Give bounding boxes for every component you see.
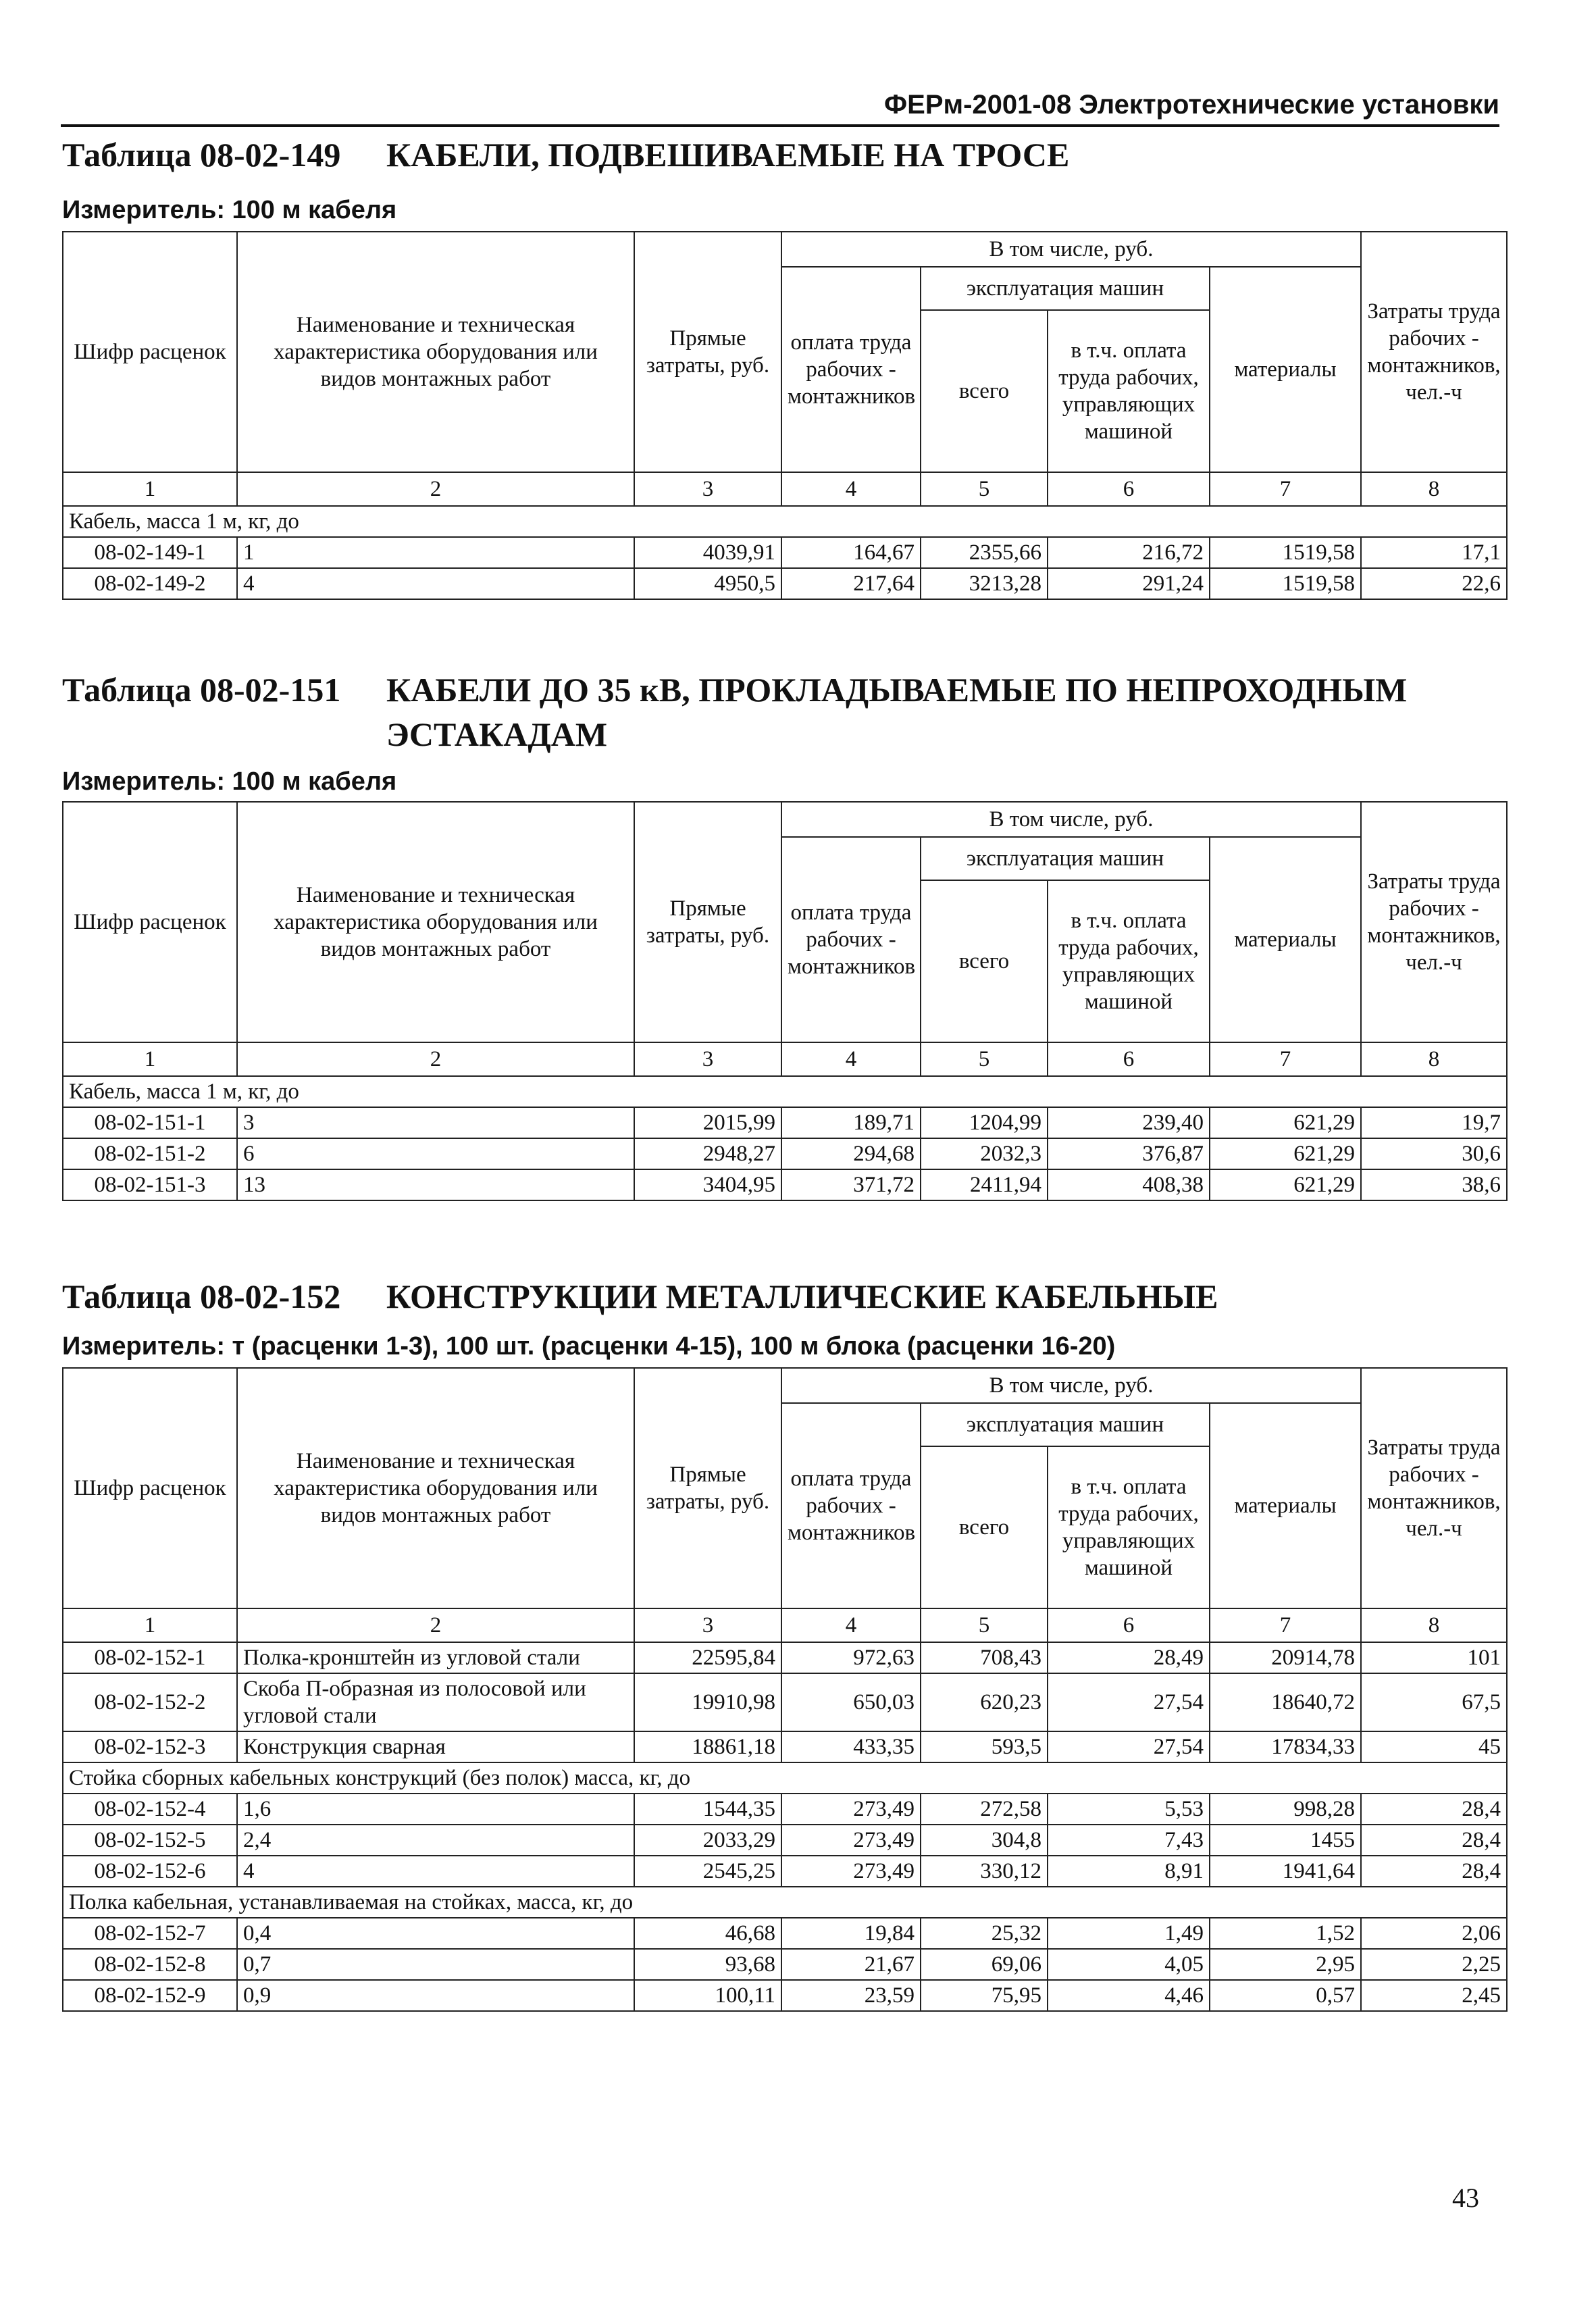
column-number: 1 bbox=[63, 1042, 237, 1076]
column-number: 8 bbox=[1361, 1042, 1507, 1076]
header-labor: оплата труда рабочих - монтажников bbox=[781, 837, 921, 1042]
header-hours: Затраты труда рабочих - монтажников, чел.-ч bbox=[1361, 802, 1507, 1042]
rate-labor: 433,35 bbox=[781, 1731, 921, 1762]
header-machines-total: всего bbox=[921, 1446, 1048, 1608]
rate-hours: 17,1 bbox=[1361, 537, 1507, 568]
rates-table-149 bbox=[62, 231, 1508, 600]
column-number: 6 bbox=[1048, 1042, 1210, 1076]
rate-direct: 18861,18 bbox=[634, 1731, 781, 1762]
group-row bbox=[63, 506, 1507, 537]
rate-name: 2,4 bbox=[237, 1825, 634, 1856]
column-number: 7 bbox=[1210, 1042, 1361, 1076]
rate-labor: 371,72 bbox=[781, 1169, 921, 1200]
rate-direct: 93,68 bbox=[634, 1949, 781, 1980]
header-labor: оплата труда рабочих - монтажников bbox=[781, 1403, 921, 1608]
rate-m-total: 2355,66 bbox=[921, 537, 1048, 568]
header-row bbox=[63, 1368, 1507, 1403]
rate-name: 1 bbox=[237, 537, 634, 568]
rate-labor: 273,49 bbox=[781, 1856, 921, 1887]
table-name: КОНСТРУКЦИИ МЕТАЛЛИЧЕСКИЕ КАБЕЛЬНЫЕ bbox=[386, 1277, 1218, 1315]
rate-direct: 100,11 bbox=[634, 1980, 781, 2011]
rate-hours: 28,4 bbox=[1361, 1825, 1507, 1856]
rate-materials: 1519,58 bbox=[1210, 537, 1361, 568]
table-row bbox=[63, 1825, 1507, 1856]
header-code: Шифр расценок bbox=[63, 232, 237, 472]
rate-hours: 2,06 bbox=[1361, 1918, 1507, 1949]
header-machines-total: всего bbox=[921, 310, 1048, 472]
table-number: Таблица 08-02-151 bbox=[62, 671, 341, 709]
table-row bbox=[63, 1794, 1507, 1825]
rate-name: 0,9 bbox=[237, 1980, 634, 2011]
table-measure-151: Измеритель: 100 м кабеля bbox=[62, 767, 397, 796]
column-number: 6 bbox=[1048, 1608, 1210, 1642]
table-row bbox=[63, 1731, 1507, 1762]
rate-materials: 621,29 bbox=[1210, 1107, 1361, 1138]
rate-name: 1,6 bbox=[237, 1794, 634, 1825]
rate-m-total: 2411,94 bbox=[921, 1169, 1048, 1200]
rate-direct: 19910,98 bbox=[634, 1673, 781, 1731]
rate-materials: 1941,64 bbox=[1210, 1856, 1361, 1887]
rate-m-labor: 376,87 bbox=[1048, 1138, 1210, 1169]
group-row bbox=[63, 1076, 1507, 1107]
rate-m-total: 69,06 bbox=[921, 1949, 1048, 1980]
column-number: 2 bbox=[237, 1042, 634, 1076]
header-direct: Прямые затраты, руб. bbox=[634, 232, 781, 472]
rate-labor: 294,68 bbox=[781, 1138, 921, 1169]
column-number: 1 bbox=[63, 472, 237, 506]
header-direct: Прямые затраты, руб. bbox=[634, 1368, 781, 1608]
table-row bbox=[63, 1642, 1507, 1673]
rate-code: 08-02-152-2 bbox=[63, 1673, 237, 1731]
table-name: КАБЕЛИ ДО 35 кВ, ПРОКЛАДЫВАЕМЫЕ ПО НЕПРОХОДНЫМ ЭСТАКАДАМ bbox=[386, 671, 1408, 753]
column-number-row bbox=[63, 1042, 1507, 1076]
table-row bbox=[63, 1918, 1507, 1949]
rate-name: 0,4 bbox=[237, 1918, 634, 1949]
rate-labor: 23,59 bbox=[781, 1980, 921, 2011]
rate-code: 08-02-149-1 bbox=[63, 537, 237, 568]
rate-direct: 2033,29 bbox=[634, 1825, 781, 1856]
rate-m-labor: 28,49 bbox=[1048, 1642, 1210, 1673]
rate-code: 08-02-151-1 bbox=[63, 1107, 237, 1138]
header-machines-labor: в т.ч. оплата труда рабочих, управляющих машиной bbox=[1048, 880, 1210, 1042]
rates-table-152 bbox=[62, 1367, 1508, 2012]
rate-m-labor: 216,72 bbox=[1048, 537, 1210, 568]
page-number: 43 bbox=[1452, 2183, 1479, 2213]
column-number: 8 bbox=[1361, 472, 1507, 506]
column-number: 3 bbox=[634, 1042, 781, 1076]
header-labor: оплата труда рабочих - монтажников bbox=[781, 267, 921, 472]
rate-labor: 273,49 bbox=[781, 1825, 921, 1856]
rate-m-labor: 408,38 bbox=[1048, 1169, 1210, 1200]
rate-materials: 1,52 bbox=[1210, 1918, 1361, 1949]
column-number: 7 bbox=[1210, 472, 1361, 506]
rate-code: 08-02-149-2 bbox=[63, 568, 237, 599]
rate-code: 08-02-151-2 bbox=[63, 1138, 237, 1169]
rate-direct: 1544,35 bbox=[634, 1794, 781, 1825]
rate-labor: 650,03 bbox=[781, 1673, 921, 1731]
table-row bbox=[63, 537, 1507, 568]
rate-labor: 189,71 bbox=[781, 1107, 921, 1138]
rate-m-total: 272,58 bbox=[921, 1794, 1048, 1825]
rate-m-labor: 8,91 bbox=[1048, 1856, 1210, 1887]
rate-m-labor: 1,49 bbox=[1048, 1918, 1210, 1949]
column-number: 3 bbox=[634, 1608, 781, 1642]
rate-direct: 3404,95 bbox=[634, 1169, 781, 1200]
column-number: 4 bbox=[781, 472, 921, 506]
rate-materials: 621,29 bbox=[1210, 1138, 1361, 1169]
rate-direct: 2948,27 bbox=[634, 1138, 781, 1169]
rate-materials: 998,28 bbox=[1210, 1794, 1361, 1825]
rate-materials: 20914,78 bbox=[1210, 1642, 1361, 1673]
column-number: 4 bbox=[781, 1608, 921, 1642]
rate-code: 08-02-151-3 bbox=[63, 1169, 237, 1200]
column-number: 7 bbox=[1210, 1608, 1361, 1642]
header-direct: Прямые затраты, руб. bbox=[634, 802, 781, 1042]
rate-direct: 2015,99 bbox=[634, 1107, 781, 1138]
rate-direct: 46,68 bbox=[634, 1918, 781, 1949]
header-machines-labor: в т.ч. оплата труда рабочих, управляющих машиной bbox=[1048, 310, 1210, 472]
rate-hours: 30,6 bbox=[1361, 1138, 1507, 1169]
rate-m-labor: 27,54 bbox=[1048, 1731, 1210, 1762]
group-label: Полка кабельная, устанавливаемая на стойках, масса, кг, до bbox=[63, 1887, 1507, 1918]
header-materials: материалы bbox=[1210, 837, 1361, 1042]
rate-name: Конструкция сварная bbox=[237, 1731, 634, 1762]
header-hours: Затраты труда рабочих - монтажников, чел.-ч bbox=[1361, 1368, 1507, 1608]
rate-m-total: 620,23 bbox=[921, 1673, 1048, 1731]
rate-code: 08-02-152-8 bbox=[63, 1949, 237, 1980]
header-incl: В том числе, руб. bbox=[781, 802, 1361, 837]
rate-labor: 217,64 bbox=[781, 568, 921, 599]
rate-hours: 45 bbox=[1361, 1731, 1507, 1762]
rate-hours: 28,4 bbox=[1361, 1794, 1507, 1825]
rate-m-total: 75,95 bbox=[921, 1980, 1048, 2011]
rates-table-151 bbox=[62, 801, 1508, 1201]
header-machines-labor: в т.ч. оплата труда рабочих, управляющих машиной bbox=[1048, 1446, 1210, 1608]
table-row bbox=[63, 568, 1507, 599]
column-number: 8 bbox=[1361, 1608, 1507, 1642]
column-number: 6 bbox=[1048, 472, 1210, 506]
rate-m-total: 708,43 bbox=[921, 1642, 1048, 1673]
rate-hours: 19,7 bbox=[1361, 1107, 1507, 1138]
rate-direct: 2545,25 bbox=[634, 1856, 781, 1887]
table-measure-152: Измеритель: т (расценки 1-3), 100 шт. (расценки 4-15), 100 м блока (расценки 16-20) bbox=[62, 1332, 1116, 1361]
header-materials: материалы bbox=[1210, 1403, 1361, 1608]
column-number: 5 bbox=[921, 1042, 1048, 1076]
header-name: Наименование и техническая характеристика оборудования или видов монтажных работ bbox=[237, 1368, 634, 1608]
header-materials: материалы bbox=[1210, 267, 1361, 472]
rate-labor: 164,67 bbox=[781, 537, 921, 568]
rate-hours: 67,5 bbox=[1361, 1673, 1507, 1731]
rate-name: 13 bbox=[237, 1169, 634, 1200]
rate-labor: 273,49 bbox=[781, 1794, 921, 1825]
rate-direct: 4039,91 bbox=[634, 537, 781, 568]
rate-hours: 101 bbox=[1361, 1642, 1507, 1673]
header-hours: Затраты труда рабочих - монтажников, чел.-ч bbox=[1361, 232, 1507, 472]
rate-direct: 22595,84 bbox=[634, 1642, 781, 1673]
rate-name: Полка-кронштейн из угловой стали bbox=[237, 1642, 634, 1673]
rate-materials: 0,57 bbox=[1210, 1980, 1361, 2011]
rate-m-labor: 7,43 bbox=[1048, 1825, 1210, 1856]
rate-materials: 17834,33 bbox=[1210, 1731, 1361, 1762]
rate-name: Скоба П-образная из полосовой или угловой стали bbox=[237, 1673, 634, 1731]
rate-labor: 972,63 bbox=[781, 1642, 921, 1673]
rate-hours: 2,25 bbox=[1361, 1949, 1507, 1980]
table-number: Таблица 08-02-152 bbox=[62, 1277, 341, 1315]
rate-direct: 4950,5 bbox=[634, 568, 781, 599]
column-number-row bbox=[63, 1608, 1507, 1642]
header-code: Шифр расценок bbox=[63, 1368, 237, 1608]
rate-labor: 19,84 bbox=[781, 1918, 921, 1949]
table-row bbox=[63, 1856, 1507, 1887]
column-number: 2 bbox=[237, 1608, 634, 1642]
column-number: 5 bbox=[921, 472, 1048, 506]
column-number-row bbox=[63, 472, 1507, 506]
table-row bbox=[63, 1980, 1507, 2011]
table-row bbox=[63, 1107, 1507, 1138]
header-incl: В том числе, руб. bbox=[781, 1368, 1361, 1403]
rate-m-labor: 291,24 bbox=[1048, 568, 1210, 599]
table-name: КАБЕЛИ, ПОДВЕШИВАЕМЫЕ НА ТРОСЕ bbox=[386, 136, 1070, 174]
rate-hours: 38,6 bbox=[1361, 1169, 1507, 1200]
rate-name: 3 bbox=[237, 1107, 634, 1138]
group-label: Кабель, масса 1 м, кг, до bbox=[63, 1076, 1507, 1107]
rate-hours: 28,4 bbox=[1361, 1856, 1507, 1887]
column-number: 1 bbox=[63, 1608, 237, 1642]
table-number: Таблица 08-02-149 bbox=[62, 136, 341, 174]
table-measure-149: Измеритель: 100 м кабеля bbox=[62, 196, 397, 224]
header-code: Шифр расценок bbox=[63, 802, 237, 1042]
group-label: Стойка сборных кабельных конструкций (без полок) масса, кг, до bbox=[63, 1762, 1507, 1794]
rate-m-labor: 4,05 bbox=[1048, 1949, 1210, 1980]
rate-code: 08-02-152-5 bbox=[63, 1825, 237, 1856]
rate-code: 08-02-152-7 bbox=[63, 1918, 237, 1949]
rate-m-total: 304,8 bbox=[921, 1825, 1048, 1856]
rate-materials: 621,29 bbox=[1210, 1169, 1361, 1200]
rate-code: 08-02-152-9 bbox=[63, 1980, 237, 2011]
rate-m-labor: 4,46 bbox=[1048, 1980, 1210, 2011]
rate-labor: 21,67 bbox=[781, 1949, 921, 1980]
rate-hours: 2,45 bbox=[1361, 1980, 1507, 2011]
rate-materials: 18640,72 bbox=[1210, 1673, 1361, 1731]
header-machines-total: всего bbox=[921, 880, 1048, 1042]
column-number: 2 bbox=[237, 472, 634, 506]
rate-name: 6 bbox=[237, 1138, 634, 1169]
rate-code: 08-02-152-4 bbox=[63, 1794, 237, 1825]
rate-code: 08-02-152-1 bbox=[63, 1642, 237, 1673]
table-row bbox=[63, 1138, 1507, 1169]
rate-m-total: 1204,99 bbox=[921, 1107, 1048, 1138]
header-row bbox=[63, 232, 1507, 267]
rate-name: 4 bbox=[237, 1856, 634, 1887]
rate-code: 08-02-152-3 bbox=[63, 1731, 237, 1762]
table-row bbox=[63, 1949, 1507, 1980]
column-number: 5 bbox=[921, 1608, 1048, 1642]
header-name: Наименование и техническая характеристика оборудования или видов монтажных работ bbox=[237, 232, 634, 472]
rate-m-total: 330,12 bbox=[921, 1856, 1048, 1887]
column-number: 4 bbox=[781, 1042, 921, 1076]
rate-materials: 1455 bbox=[1210, 1825, 1361, 1856]
group-row bbox=[63, 1762, 1507, 1794]
running-header bbox=[61, 81, 1499, 127]
header-machines: эксплуатация машин bbox=[921, 1403, 1210, 1446]
rate-m-total: 593,5 bbox=[921, 1731, 1048, 1762]
rate-materials: 2,95 bbox=[1210, 1949, 1361, 1980]
rate-m-labor: 239,40 bbox=[1048, 1107, 1210, 1138]
header-name: Наименование и техническая характеристика оборудования или видов монтажных работ bbox=[237, 802, 634, 1042]
header-row bbox=[63, 802, 1507, 837]
header-machines: эксплуатация машин bbox=[921, 267, 1210, 310]
rate-materials: 1519,58 bbox=[1210, 568, 1361, 599]
column-number: 3 bbox=[634, 472, 781, 506]
table-row bbox=[63, 1673, 1507, 1731]
rate-m-labor: 27,54 bbox=[1048, 1673, 1210, 1731]
rate-m-labor: 5,53 bbox=[1048, 1794, 1210, 1825]
rate-m-total: 2032,3 bbox=[921, 1138, 1048, 1169]
rate-m-total: 25,32 bbox=[921, 1918, 1048, 1949]
rate-hours: 22,6 bbox=[1361, 568, 1507, 599]
header-incl: В том числе, руб. bbox=[781, 232, 1361, 267]
table-row bbox=[63, 1169, 1507, 1200]
group-row bbox=[63, 1887, 1507, 1918]
rate-name: 0,7 bbox=[237, 1949, 634, 1980]
group-label: Кабель, масса 1 м, кг, до bbox=[63, 506, 1507, 537]
running-header-text: ФЕРм-2001-08 Электротехнические установки bbox=[884, 90, 1499, 120]
header-machines: эксплуатация машин bbox=[921, 837, 1210, 880]
rate-name: 4 bbox=[237, 568, 634, 599]
rate-m-total: 3213,28 bbox=[921, 568, 1048, 599]
rate-code: 08-02-152-6 bbox=[63, 1856, 237, 1887]
